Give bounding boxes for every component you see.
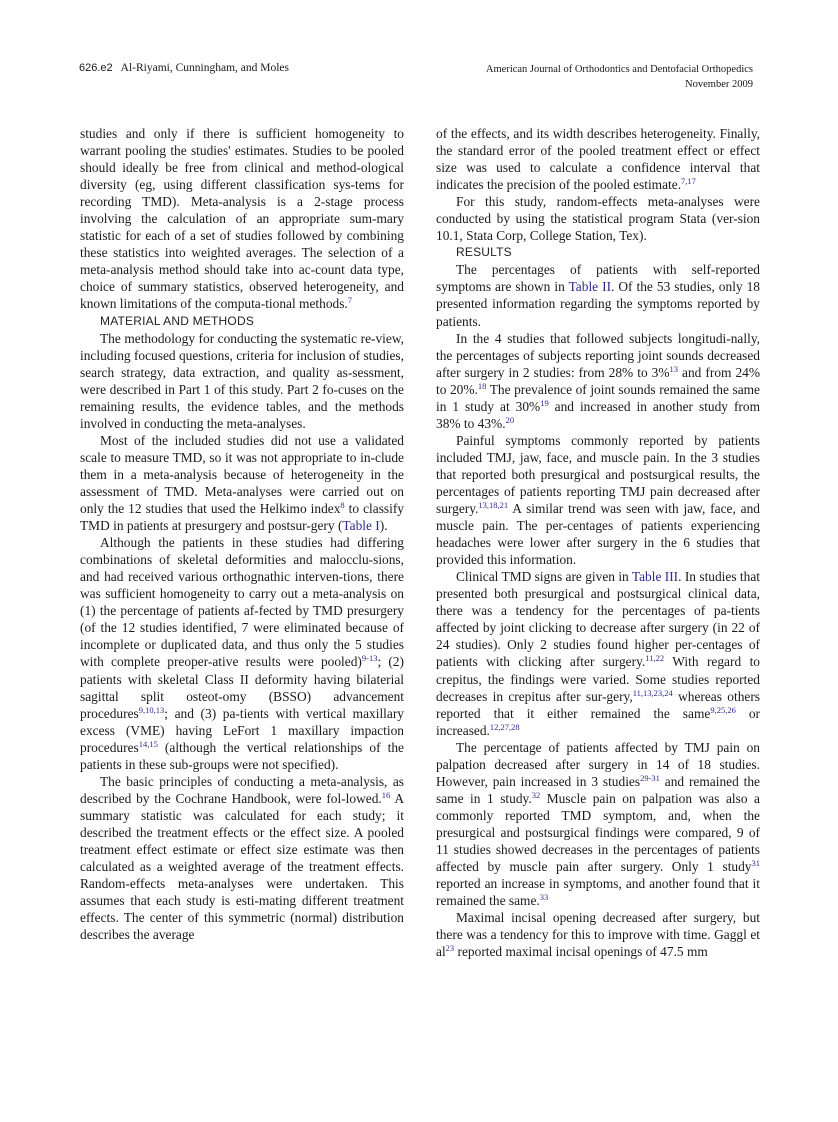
citation-ref[interactable]: 31 xyxy=(751,858,760,869)
paragraph-text: and increased in another study from 38% to 43%. xyxy=(436,398,760,431)
paragraph xyxy=(436,330,760,432)
citation-ref[interactable]: 19 xyxy=(540,397,549,408)
paragraph-text: For this study, random-effects meta-analyses were conducted by using the statistical program Stata (ver-sion 10.1, Stata Corp, College Station, Tex). xyxy=(436,194,760,244)
paragraph xyxy=(436,739,760,909)
paragraph-text: The prevalence of joint sounds remained the same in 1 study at 30% xyxy=(436,381,760,414)
citation-ref[interactable]: 29-31 xyxy=(640,772,660,783)
table-link[interactable]: Table II xyxy=(568,279,612,295)
table-link[interactable]: Table III xyxy=(631,569,679,585)
paragraph-text: and remained the same in 1 study. xyxy=(436,773,760,806)
paragraph xyxy=(436,125,760,193)
paragraph-text: With regard to crepitus, the findings were varied. Some studies reported decreases in crepitus after sur-gery, xyxy=(436,654,760,704)
paragraph-text: reported an increase in symptoms, and another found that it remained the same. xyxy=(436,876,760,909)
citation-ref[interactable]: 11,22 xyxy=(645,653,665,664)
paragraph-text: Although the patients in these studies had differing combinations of skeletal deformities and malocclu-sions, and had received various orthognathic interven-tions, there was sufficient homogeneity to carry out a meta-analysis on (1) the percentage of patients af-fected by TMD presurgery (of the 12 studies identified, 7 were eliminated because of incomplete or duplicated data, and thus only the 5 studies with complete preoper-ative results were pooled) xyxy=(80,535,404,670)
running-head-left xyxy=(79,62,289,74)
paragraph-text: of the effects, and its width describes heterogeneity. Finally, the standard error of the pooled treatment effect or effect size was used to calculate a confidence interval that indicates the precision of the pooled estimate. xyxy=(436,126,760,193)
citation-ref[interactable]: 13 xyxy=(669,363,679,374)
issue-date: November 2009 xyxy=(685,79,753,90)
left-column xyxy=(80,125,404,943)
citation-ref[interactable]: 33 xyxy=(539,892,549,903)
section-heading-material-methods: MATERIAL AND METHODS xyxy=(100,313,255,328)
citation-ref[interactable]: 7,17 xyxy=(681,176,696,187)
table-link[interactable]: Table I xyxy=(342,518,380,534)
right-column xyxy=(436,125,760,960)
paragraph-text: The methodology for conducting the systematic re-view, including focused questions, criteria for inclusion of studies, search strategy, data extraction, and quality as-sessment, were described in Part 1 of this study. Part 2 fo-cuses on the remaining results, the evidence tables, and the methods involved in conducting the meta-analyses. xyxy=(80,330,404,431)
paragraph-text: ; and (3) pa-tients with vertical maxillary excess (VME) having LeFort 1 maxillary impaction procedures xyxy=(80,705,404,755)
paragraph xyxy=(80,534,404,773)
running-head xyxy=(79,62,753,94)
paragraph-text: ). xyxy=(379,518,388,534)
paragraph-text: Muscle pain on palpation was also a commonly reported TMD symptom, and, when the presurgical and postsurgical findings were compared, 9 of 11 studies showed decreases in the percentages of patients affected by muscle pain after surgery. Only 1 study xyxy=(436,790,761,875)
paragraph-text: studies and only if there is sufficient homogeneity to warrant pooling the studies' estimates. Studies to be pooled should ideally be free from clinical and method-ological diversity (eg, using different classification sys-tems for recording TMD). Meta-analysis is a 2-stage process involving the calculation of an appropriate sum-mary statistic for each of a set of studies followed by combining these statistics into weighted averages. The selection of a meta-analysis method should take into ac-count data type, choice of summary statistics, observed heterogeneity, and known limitations of the computa-tional methods. xyxy=(80,126,404,312)
paragraph-text: (although the vertical relationships of the patients in these sub-groups were not specified). xyxy=(80,739,404,772)
paragraph-text: ; (2) patients with skeletal Class II deformity having bilaterial sagittal split osteot-omy (BSSO) advancement procedures xyxy=(80,654,405,721)
paragraph-text: Most of the included studies did not use a validated scale to measure TMD, so it was not appropriate to in-clude them in a meta-analysis because of heterogeneity in the assessment of TMD. Meta-analyses were carried out on only the 12 studies that used the Helkimo index xyxy=(80,432,404,517)
citation-ref[interactable]: 20 xyxy=(505,414,515,425)
paragraph-text: The percentage of patients affected by TMJ pain on palpation decreased after surgery in 14 of 18 studies. However, pain increased in 3 studies xyxy=(436,739,760,789)
citation-ref[interactable]: 9,10,13 xyxy=(138,704,165,715)
paragraph-text: and from 24% to 20%. xyxy=(436,364,760,397)
citation-ref[interactable]: 13,18,21 xyxy=(478,500,509,511)
citation-ref[interactable]: 32 xyxy=(531,789,541,800)
citation-ref[interactable]: 9-13 xyxy=(361,653,378,664)
citation-ref[interactable]: 8 xyxy=(340,500,345,511)
citation-ref[interactable]: 23 xyxy=(445,943,455,954)
paragraph-text: In the 4 studies that followed subjects longitudi-nally, the percentages of subjects reporting joint sounds decreased after surgery in 2 studies: from 28% to 3% xyxy=(436,330,760,380)
paragraph xyxy=(436,432,760,568)
paragraph-text: A similar trend was seen with jaw, face, and muscle pain. The per-centages of patients experiencing headaches were lower after surgery in the 6 studies that provided this information. xyxy=(436,501,760,568)
paragraph xyxy=(436,909,760,960)
citation-ref[interactable]: 16 xyxy=(381,789,391,800)
paragraph-text: whereas others reported that it either remained the same xyxy=(436,688,760,721)
paragraph-text: . Of the 53 studies, only 18 presented information regarding the symptoms reported by patients. xyxy=(436,279,761,329)
citation-ref[interactable]: 14,15 xyxy=(138,738,158,749)
paragraph-text: to classify TMD in patients at presurgery and postsur-gery ( xyxy=(80,501,404,534)
paragraph-text: or increased. xyxy=(436,705,760,738)
page-number: 626.e2 xyxy=(79,62,113,74)
citation-ref[interactable]: 11,13,23,24 xyxy=(632,687,673,698)
paragraph-text: Maximal incisal opening decreased after surgery, but there was a tendency for this to improve with time. Gaggl et al xyxy=(436,910,760,960)
running-head-right xyxy=(486,62,753,92)
paragraph-text: . In studies that presented both presurgical and postsurgical clinical data, there was a tendency for the percentages of pa-tients affected by joint clicking to decrease after surgery (in 22 of 24 studies). Only 2 studies found higher per-centages of patients with clicking after surgery. xyxy=(436,569,760,670)
paragraph xyxy=(80,330,404,432)
citation-ref[interactable]: 9,25,26 xyxy=(710,704,736,715)
paragraph xyxy=(80,432,404,534)
citation-ref[interactable]: 7 xyxy=(347,295,353,306)
paragraph-text: A summary statistic was calculated for each study; it described the treatment effects or the effect size. A pooled treatment effect estimate or effect size estimate was then calculated as a weighted average of the treatment effects. Random-effects meta-analyses were undertaken. This assumes that each study is esti-mating different treatment effects. The center of this symmetric (normal) distribution describes the average xyxy=(80,790,405,943)
paragraph xyxy=(436,193,760,244)
paragraph-text: The percentages of patients with self-reported symptoms are shown in xyxy=(436,262,760,295)
paragraph-text: reported maximal incisal openings of 47.5 mm xyxy=(454,944,708,960)
paragraph xyxy=(80,125,404,313)
paragraph-text: Clinical TMD signs are given in xyxy=(456,569,632,585)
paragraph xyxy=(436,568,760,738)
journal-title: American Journal of Orthodontics and Dentofacial Orthopedics xyxy=(485,64,753,75)
paragraph xyxy=(436,261,760,329)
author-list: Al-Riyami, Cunningham, and Moles xyxy=(120,62,289,74)
section-heading-results: RESULTS xyxy=(456,245,512,260)
paragraph-text: The basic principles of conducting a meta-analysis, as described by the Cochrane Handbook, were fol-lowed. xyxy=(80,773,404,806)
citation-ref[interactable]: 12,27,28 xyxy=(489,721,520,732)
citation-ref[interactable]: 18 xyxy=(477,380,487,391)
paragraph-text: Painful symptoms commonly reported by patients included TMJ, jaw, face, and muscle pain. In the 3 studies that reported both presurgical and postsurgical results, the percentages of patients reporting TMJ pain decreased after surgery. xyxy=(436,432,760,517)
paragraph xyxy=(80,773,404,943)
